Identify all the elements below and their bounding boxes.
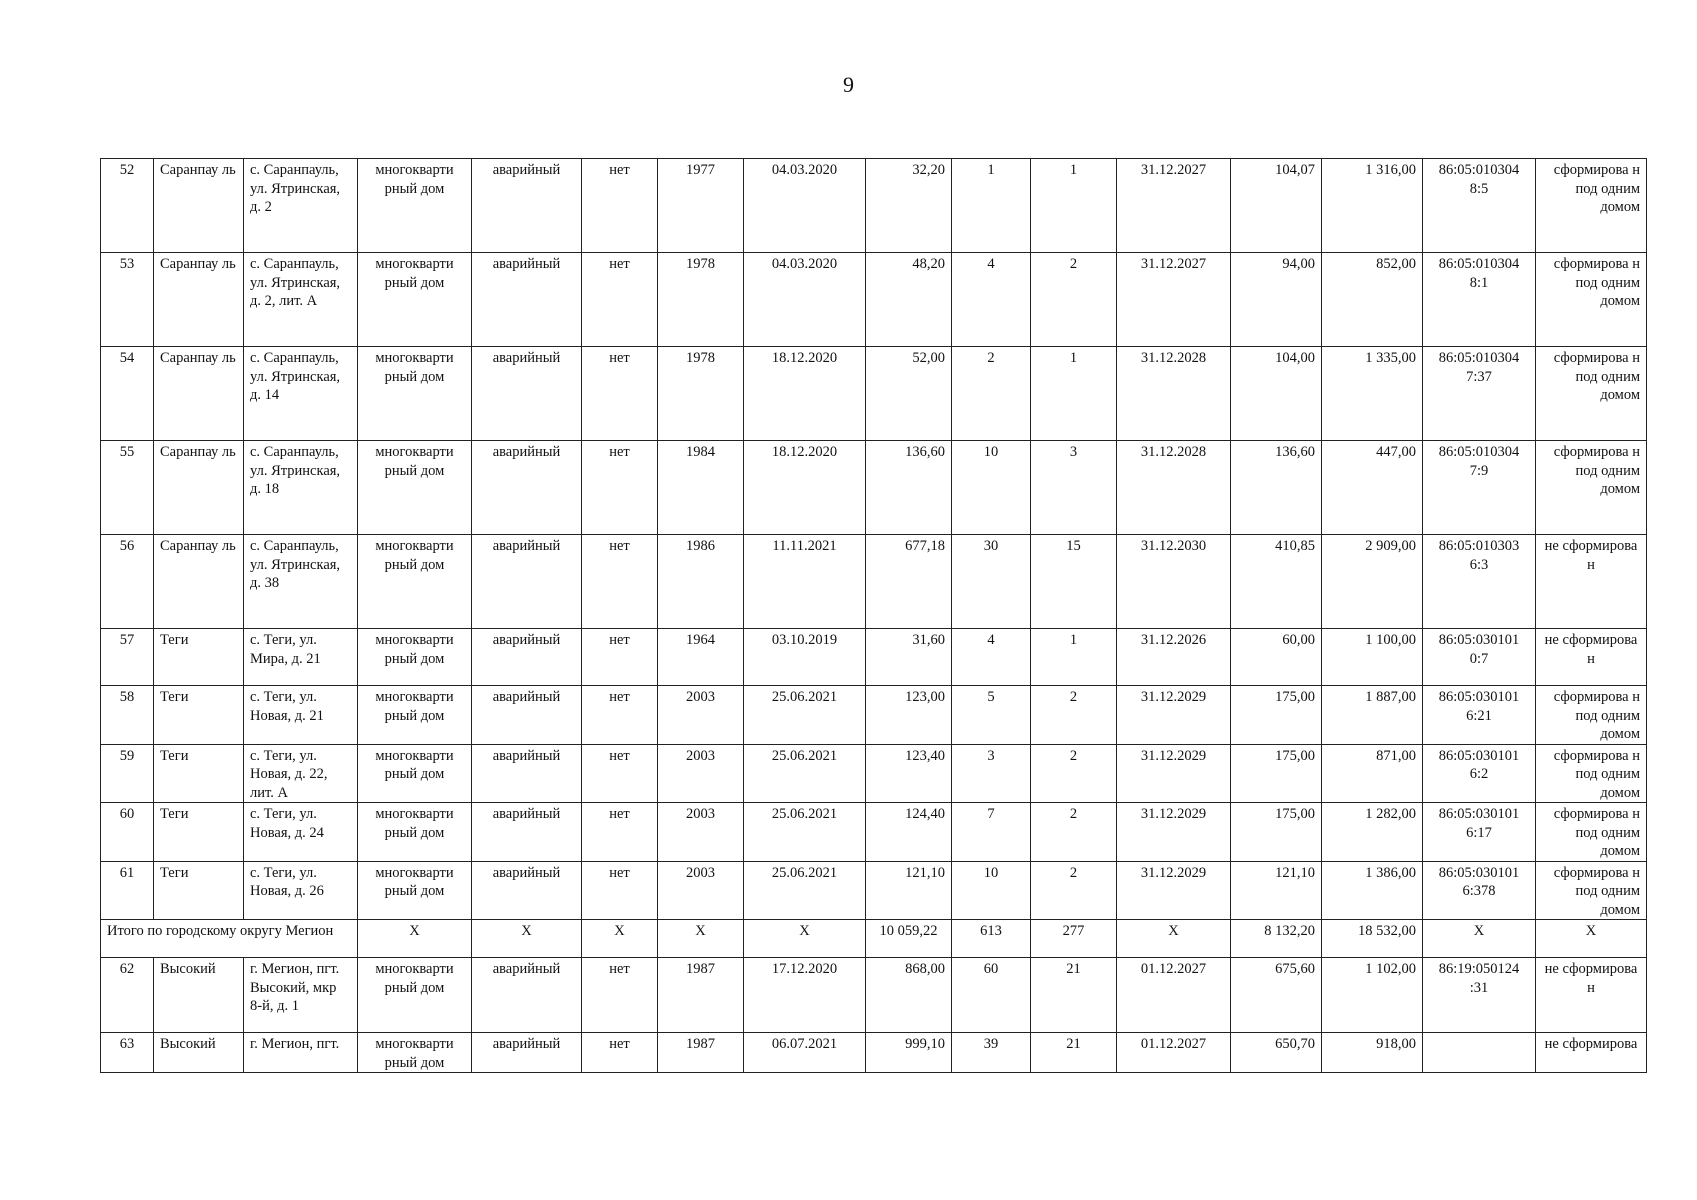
total-condition-cell: X <box>472 920 582 958</box>
recognition-date-cell: 04.03.2020 <box>744 253 866 347</box>
cadastral-number-cell: 86:05:010304 7:37 <box>1423 347 1536 441</box>
building-type-cell: многокварти рный дом <box>358 347 472 441</box>
cadastral-number-cell: 86:05:030101 6:378 <box>1423 861 1536 920</box>
land-area-cell: 1 282,00 <box>1322 803 1423 862</box>
address-cell: с. Теги, ул. Новая, д. 26 <box>244 861 358 920</box>
land-status-cell: не сформирова <box>1536 1033 1647 1073</box>
building-type-cell: многокварти рный дом <box>358 1033 472 1073</box>
table-row <box>101 441 1647 535</box>
land-status-cell: сформирова н под одним домом <box>1536 441 1647 535</box>
total-cadastral-cell: X <box>1423 920 1536 958</box>
row-number: 52 <box>101 159 154 253</box>
cadastral-number-cell: 86:05:030101 6:17 <box>1423 803 1536 862</box>
residents-cell: 4 <box>952 253 1031 347</box>
address-cell: с. Теги, ул. Мира, д. 21 <box>244 629 358 686</box>
land-area-cell: 447,00 <box>1322 441 1423 535</box>
land-area-cell: 1 335,00 <box>1322 347 1423 441</box>
recognition-date-cell: 03.10.2019 <box>744 629 866 686</box>
address-cell: г. Мегион, пгт. Высокий, мкр 8-й, д. 1 <box>244 958 358 1033</box>
condition-cell: аварийный <box>472 535 582 629</box>
land-status-cell: сформирова н под одним домом <box>1536 861 1647 920</box>
settlement-cell: Саранпау ль <box>154 441 244 535</box>
residents-cell: 10 <box>952 861 1031 920</box>
resettlement-deadline-cell: 31.12.2028 <box>1117 347 1231 441</box>
total-year-cell: X <box>658 920 744 958</box>
resettlement-deadline-cell: 01.12.2027 <box>1117 1033 1231 1073</box>
row-number: 55 <box>101 441 154 535</box>
land-area-cell: 852,00 <box>1322 253 1423 347</box>
cadastral-number-cell: 86:05:010304 8:5 <box>1423 159 1536 253</box>
condition-cell: аварийный <box>472 253 582 347</box>
land-status-cell: сформирова н под одним домом <box>1536 159 1647 253</box>
area-cell: 123,00 <box>866 686 952 745</box>
area-cell: 123,40 <box>866 744 952 803</box>
resettlement-deadline-cell: 31.12.2026 <box>1117 629 1231 686</box>
residents-cell: 39 <box>952 1033 1031 1073</box>
settlement-cell: Саранпау ль <box>154 253 244 347</box>
land-status-cell: не сформирова н <box>1536 958 1647 1033</box>
cadastral-number-cell: 86:05:010303 6:3 <box>1423 535 1536 629</box>
row-number: 58 <box>101 686 154 745</box>
condition-cell: аварийный <box>472 441 582 535</box>
table-row <box>101 629 1647 686</box>
units-cell: 3 <box>1031 441 1117 535</box>
units-cell: 2 <box>1031 861 1117 920</box>
residents-cell: 5 <box>952 686 1031 745</box>
year-built-cell: 2003 <box>658 803 744 862</box>
address-cell: с. Саранпауль, ул. Ятринская, д. 18 <box>244 441 358 535</box>
settlement-cell: Высокий <box>154 1033 244 1073</box>
area-cell: 677,18 <box>866 535 952 629</box>
table-row <box>101 535 1647 629</box>
cadastral-number-cell: 86:05:010304 7:9 <box>1423 441 1536 535</box>
units-cell: 21 <box>1031 1033 1117 1073</box>
total-residents-cell: 613 <box>952 920 1031 958</box>
total-type-cell: X <box>358 920 472 958</box>
residents-cell: 30 <box>952 535 1031 629</box>
recognition-date-cell: 25.06.2021 <box>744 861 866 920</box>
resettlement-deadline-cell: 31.12.2027 <box>1117 159 1231 253</box>
planned-area-cell: 104,00 <box>1231 347 1322 441</box>
area-cell: 52,00 <box>866 347 952 441</box>
cadastral-number-cell: 86:05:030101 0:7 <box>1423 629 1536 686</box>
area-cell: 121,10 <box>866 861 952 920</box>
flag-cell: нет <box>582 441 658 535</box>
settlement-cell: Саранпау ль <box>154 159 244 253</box>
year-built-cell: 1964 <box>658 629 744 686</box>
planned-area-cell: 410,85 <box>1231 535 1322 629</box>
resettlement-deadline-cell: 31.12.2029 <box>1117 686 1231 745</box>
resettlement-deadline-cell: 31.12.2027 <box>1117 253 1231 347</box>
building-type-cell: многокварти рный дом <box>358 253 472 347</box>
table-row <box>101 803 1647 862</box>
address-cell: с. Теги, ул. Новая, д. 24 <box>244 803 358 862</box>
condition-cell: аварийный <box>472 1033 582 1073</box>
cadastral-number-cell: 86:05:030101 6:2 <box>1423 744 1536 803</box>
condition-cell: аварийный <box>472 347 582 441</box>
flag-cell: нет <box>582 159 658 253</box>
residents-cell: 10 <box>952 441 1031 535</box>
table-row <box>101 253 1647 347</box>
recognition-date-cell: 25.06.2021 <box>744 686 866 745</box>
row-number: 57 <box>101 629 154 686</box>
residents-cell: 4 <box>952 629 1031 686</box>
year-built-cell: 1977 <box>658 159 744 253</box>
address-cell: с. Саранпауль, ул. Ятринская, д. 14 <box>244 347 358 441</box>
settlement-cell: Теги <box>154 686 244 745</box>
condition-cell: аварийный <box>472 803 582 862</box>
year-built-cell: 2003 <box>658 686 744 745</box>
recognition-date-cell: 06.07.2021 <box>744 1033 866 1073</box>
land-status-cell: сформирова н под одним домом <box>1536 803 1647 862</box>
land-area-cell: 1 100,00 <box>1322 629 1423 686</box>
total-label: Итого по городскому округу Мегион <box>101 920 358 958</box>
land-status-cell: сформирова н под одним домом <box>1536 744 1647 803</box>
year-built-cell: 2003 <box>658 861 744 920</box>
residents-cell: 3 <box>952 744 1031 803</box>
row-number: 62 <box>101 958 154 1033</box>
flag-cell: нет <box>582 803 658 862</box>
flag-cell: нет <box>582 861 658 920</box>
row-number: 56 <box>101 535 154 629</box>
planned-area-cell: 60,00 <box>1231 629 1322 686</box>
area-cell: 868,00 <box>866 958 952 1033</box>
row-number: 60 <box>101 803 154 862</box>
total-flag-cell: X <box>582 920 658 958</box>
total-deadline-cell: X <box>1117 920 1231 958</box>
recognition-date-cell: 04.03.2020 <box>744 159 866 253</box>
address-cell: с. Саранпауль, ул. Ятринская, д. 38 <box>244 535 358 629</box>
address-cell: с. Саранпауль, ул. Ятринская, д. 2, лит. А <box>244 253 358 347</box>
settlement-cell: Теги <box>154 861 244 920</box>
building-type-cell: многокварти рный дом <box>358 744 472 803</box>
land-status-cell: сформирова н под одним домом <box>1536 686 1647 745</box>
land-status-cell: не сформирова н <box>1536 535 1647 629</box>
land-status-cell: сформирова н под одним домом <box>1536 347 1647 441</box>
total-row <box>101 920 1647 958</box>
land-area-cell: 1 316,00 <box>1322 159 1423 253</box>
year-built-cell: 1986 <box>658 535 744 629</box>
total-land-area-cell: 18 532,00 <box>1322 920 1423 958</box>
resettlement-deadline-cell: 01.12.2027 <box>1117 958 1231 1033</box>
units-cell: 2 <box>1031 744 1117 803</box>
page-number: 9 <box>843 72 854 97</box>
recognition-date-cell: 25.06.2021 <box>744 744 866 803</box>
address-cell: г. Мегион, пгт. <box>244 1033 358 1073</box>
area-cell: 31,60 <box>866 629 952 686</box>
residents-cell: 2 <box>952 347 1031 441</box>
building-type-cell: многокварти рный дом <box>358 441 472 535</box>
flag-cell: нет <box>582 958 658 1033</box>
settlement-cell: Теги <box>154 744 244 803</box>
planned-area-cell: 104,07 <box>1231 159 1322 253</box>
planned-area-cell: 136,60 <box>1231 441 1322 535</box>
land-area-cell: 1 386,00 <box>1322 861 1423 920</box>
building-type-cell: многокварти рный дом <box>358 958 472 1033</box>
units-cell: 1 <box>1031 347 1117 441</box>
cadastral-number-cell <box>1423 1033 1536 1073</box>
row-number: 59 <box>101 744 154 803</box>
resettlement-deadline-cell: 31.12.2029 <box>1117 803 1231 862</box>
flag-cell: нет <box>582 535 658 629</box>
condition-cell: аварийный <box>472 958 582 1033</box>
address-cell: с. Саранпауль, ул. Ятринская, д. 2 <box>244 159 358 253</box>
recognition-date-cell: 25.06.2021 <box>744 803 866 862</box>
planned-area-cell: 121,10 <box>1231 861 1322 920</box>
table-row <box>101 744 1647 803</box>
building-type-cell: многокварти рный дом <box>358 535 472 629</box>
condition-cell: аварийный <box>472 159 582 253</box>
year-built-cell: 1987 <box>658 958 744 1033</box>
flag-cell: нет <box>582 347 658 441</box>
recognition-date-cell: 11.11.2021 <box>744 535 866 629</box>
units-cell: 2 <box>1031 686 1117 745</box>
total-units-cell: 277 <box>1031 920 1117 958</box>
units-cell: 15 <box>1031 535 1117 629</box>
area-cell: 32,20 <box>866 159 952 253</box>
residents-cell: 7 <box>952 803 1031 862</box>
year-built-cell: 1978 <box>658 253 744 347</box>
units-cell: 21 <box>1031 958 1117 1033</box>
units-cell: 1 <box>1031 159 1117 253</box>
building-type-cell: многокварти рный дом <box>358 159 472 253</box>
flag-cell: нет <box>582 1033 658 1073</box>
planned-area-cell: 175,00 <box>1231 686 1322 745</box>
land-area-cell: 1 887,00 <box>1322 686 1423 745</box>
total-date-cell: X <box>744 920 866 958</box>
area-cell: 48,20 <box>866 253 952 347</box>
resettlement-deadline-cell: 31.12.2029 <box>1117 861 1231 920</box>
land-area-cell: 871,00 <box>1322 744 1423 803</box>
year-built-cell: 2003 <box>658 744 744 803</box>
condition-cell: аварийный <box>472 861 582 920</box>
land-status-cell: сформирова н под одним домом <box>1536 253 1647 347</box>
area-cell: 999,10 <box>866 1033 952 1073</box>
flag-cell: нет <box>582 629 658 686</box>
table-row <box>101 686 1647 745</box>
resettlement-deadline-cell: 31.12.2028 <box>1117 441 1231 535</box>
row-number: 54 <box>101 347 154 441</box>
total-land-status-cell: X <box>1536 920 1647 958</box>
table-row <box>101 347 1647 441</box>
condition-cell: аварийный <box>472 686 582 745</box>
cadastral-number-cell: 86:19:050124 :31 <box>1423 958 1536 1033</box>
recognition-date-cell: 17.12.2020 <box>744 958 866 1033</box>
land-area-cell: 2 909,00 <box>1322 535 1423 629</box>
condition-cell: аварийный <box>472 629 582 686</box>
settlement-cell: Теги <box>154 803 244 862</box>
land-status-cell: не сформирова н <box>1536 629 1647 686</box>
planned-area-cell: 175,00 <box>1231 744 1322 803</box>
recognition-date-cell: 18.12.2020 <box>744 441 866 535</box>
building-type-cell: многокварти рный дом <box>358 861 472 920</box>
planned-area-cell: 175,00 <box>1231 803 1322 862</box>
residents-cell: 1 <box>952 159 1031 253</box>
row-number: 63 <box>101 1033 154 1073</box>
area-cell: 136,60 <box>866 441 952 535</box>
address-cell: с. Теги, ул. Новая, д. 21 <box>244 686 358 745</box>
row-number: 53 <box>101 253 154 347</box>
row-number: 61 <box>101 861 154 920</box>
table-row <box>101 861 1647 920</box>
building-type-cell: многокварти рный дом <box>358 686 472 745</box>
settlement-cell: Высокий <box>154 958 244 1033</box>
total-area-cell: 10 059,22 <box>866 920 952 958</box>
flag-cell: нет <box>582 744 658 803</box>
year-built-cell: 1978 <box>658 347 744 441</box>
resettlement-deadline-cell: 31.12.2029 <box>1117 744 1231 803</box>
planned-area-cell: 650,70 <box>1231 1033 1322 1073</box>
units-cell: 1 <box>1031 629 1117 686</box>
recognition-date-cell: 18.12.2020 <box>744 347 866 441</box>
address-cell: с. Теги, ул. Новая, д. 22, лит. А <box>244 744 358 803</box>
units-cell: 2 <box>1031 803 1117 862</box>
table-row <box>101 1033 1647 1073</box>
flag-cell: нет <box>582 253 658 347</box>
building-type-cell: многокварти рный дом <box>358 803 472 862</box>
building-type-cell: многокварти рный дом <box>358 629 472 686</box>
total-planned-area-cell: 8 132,20 <box>1231 920 1322 958</box>
planned-area-cell: 94,00 <box>1231 253 1322 347</box>
flag-cell: нет <box>582 686 658 745</box>
housing-register-table <box>100 158 1647 1073</box>
year-built-cell: 1984 <box>658 441 744 535</box>
year-built-cell: 1987 <box>658 1033 744 1073</box>
planned-area-cell: 675,60 <box>1231 958 1322 1033</box>
residents-cell: 60 <box>952 958 1031 1033</box>
settlement-cell: Саранпау ль <box>154 535 244 629</box>
cadastral-number-cell: 86:05:010304 8:1 <box>1423 253 1536 347</box>
area-cell: 124,40 <box>866 803 952 862</box>
cadastral-number-cell: 86:05:030101 6:21 <box>1423 686 1536 745</box>
settlement-cell: Теги <box>154 629 244 686</box>
resettlement-deadline-cell: 31.12.2030 <box>1117 535 1231 629</box>
units-cell: 2 <box>1031 253 1117 347</box>
land-area-cell: 918,00 <box>1322 1033 1423 1073</box>
land-area-cell: 1 102,00 <box>1322 958 1423 1033</box>
condition-cell: аварийный <box>472 744 582 803</box>
settlement-cell: Саранпау ль <box>154 347 244 441</box>
table-row <box>101 958 1647 1033</box>
table-row <box>101 159 1647 253</box>
